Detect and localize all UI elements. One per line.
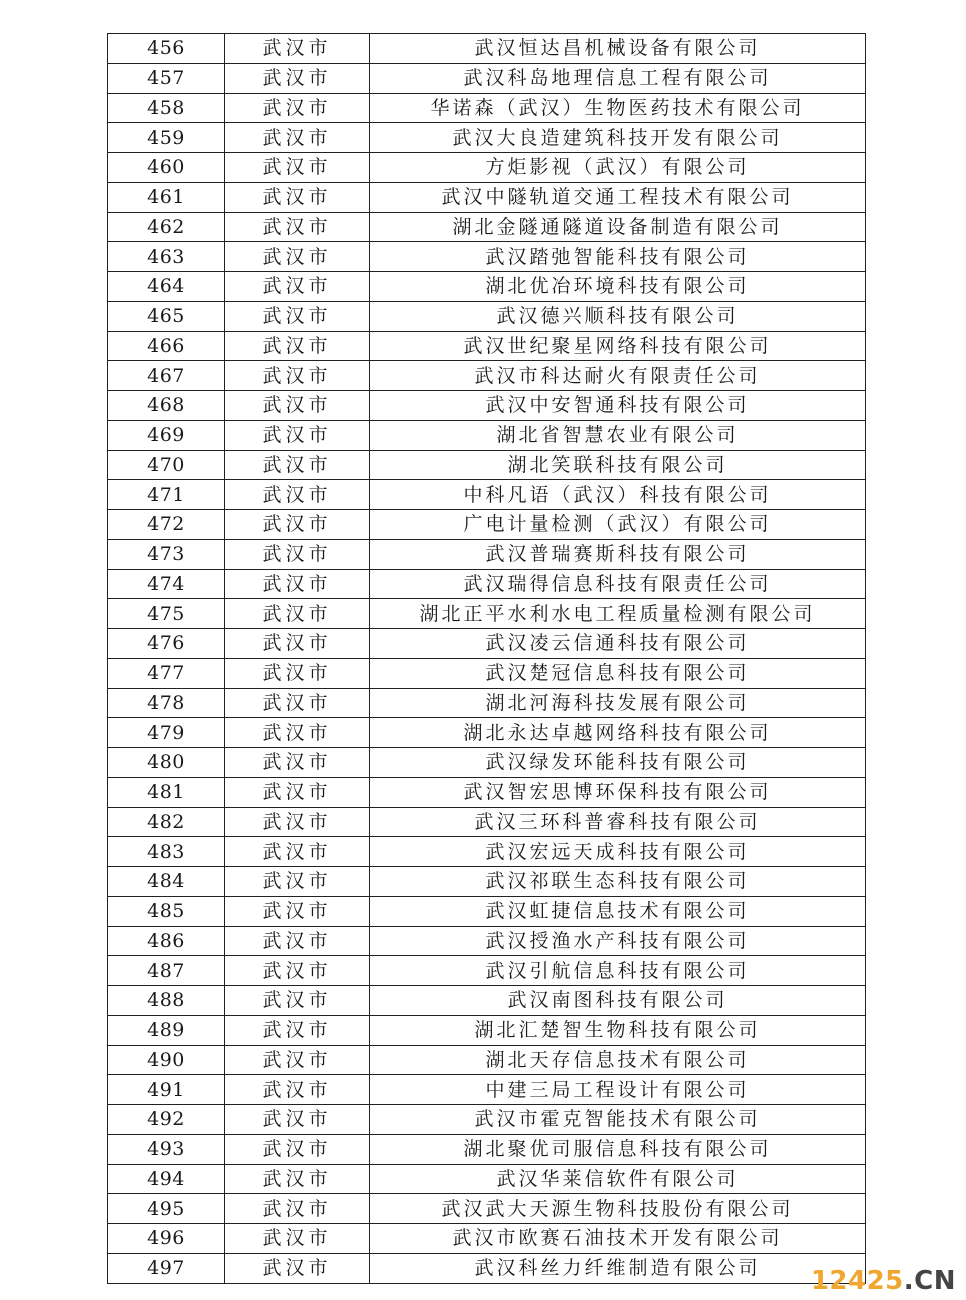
row-city: 武汉市 [225, 510, 370, 540]
row-company-name: 武汉智宏思博环保科技有限公司 [370, 777, 866, 807]
row-number: 483 [108, 837, 225, 867]
table-row [108, 1134, 866, 1164]
row-company-name: 武汉踏弛智能科技有限公司 [370, 242, 866, 272]
row-city: 武汉市 [225, 1015, 370, 1045]
row-company-name: 湖北优冶环境科技有限公司 [370, 272, 866, 302]
row-company-name: 武汉科丝力纤维制造有限公司 [370, 1253, 866, 1283]
table-row [108, 629, 866, 659]
row-company-name: 方炬影视（武汉）有限公司 [370, 153, 866, 183]
table-row [108, 1253, 866, 1283]
row-company-name: 武汉市科达耐火有限责任公司 [370, 361, 866, 391]
table-row [108, 450, 866, 480]
row-number: 495 [108, 1194, 225, 1224]
row-city: 武汉市 [225, 748, 370, 778]
row-company-name: 武汉绿发环能科技有限公司 [370, 748, 866, 778]
row-company-name: 武汉祁联生态科技有限公司 [370, 867, 866, 897]
row-city: 武汉市 [225, 123, 370, 153]
row-company-name: 武汉授渔水产科技有限公司 [370, 926, 866, 956]
row-number: 468 [108, 391, 225, 421]
row-city: 武汉市 [225, 688, 370, 718]
row-city: 武汉市 [225, 1164, 370, 1194]
row-company-name: 湖北省智慧农业有限公司 [370, 420, 866, 450]
row-city: 武汉市 [225, 182, 370, 212]
table-row [108, 1224, 866, 1254]
company-list-table [107, 33, 866, 1284]
table-row [108, 658, 866, 688]
row-city: 武汉市 [225, 93, 370, 123]
row-city: 武汉市 [225, 272, 370, 302]
row-number: 497 [108, 1253, 225, 1283]
table-row [108, 748, 866, 778]
row-city: 武汉市 [225, 896, 370, 926]
row-company-name: 华诺森（武汉）生物医药技术有限公司 [370, 93, 866, 123]
row-city: 武汉市 [225, 420, 370, 450]
watermark-digits: 12425 [810, 1266, 904, 1296]
row-number: 478 [108, 688, 225, 718]
row-number: 480 [108, 748, 225, 778]
row-city: 武汉市 [225, 926, 370, 956]
row-number: 459 [108, 123, 225, 153]
row-number: 477 [108, 658, 225, 688]
row-company-name: 湖北汇楚智生物科技有限公司 [370, 1015, 866, 1045]
row-city: 武汉市 [225, 777, 370, 807]
row-company-name: 湖北正平水利水电工程质量检测有限公司 [370, 599, 866, 629]
row-company-name: 武汉楚冠信息科技有限公司 [370, 658, 866, 688]
row-number: 469 [108, 420, 225, 450]
table-row [108, 837, 866, 867]
row-number: 474 [108, 569, 225, 599]
row-city: 武汉市 [225, 1134, 370, 1164]
row-city: 武汉市 [225, 718, 370, 748]
row-number: 494 [108, 1164, 225, 1194]
row-number: 465 [108, 301, 225, 331]
table-row [108, 867, 866, 897]
row-company-name: 中科凡语（武汉）科技有限公司 [370, 480, 866, 510]
row-company-name: 武汉普瑞赛斯科技有限公司 [370, 539, 866, 569]
table-row [108, 361, 866, 391]
row-company-name: 湖北聚优司服信息科技有限公司 [370, 1134, 866, 1164]
table-row [108, 242, 866, 272]
table-row [108, 956, 866, 986]
row-number: 464 [108, 272, 225, 302]
row-city: 武汉市 [225, 1253, 370, 1283]
table-row [108, 807, 866, 837]
row-company-name: 武汉三环科普睿科技有限公司 [370, 807, 866, 837]
table-row [108, 391, 866, 421]
row-number: 479 [108, 718, 225, 748]
row-number: 491 [108, 1075, 225, 1105]
table-row [108, 1045, 866, 1075]
row-city: 武汉市 [225, 986, 370, 1016]
row-number: 488 [108, 986, 225, 1016]
row-city: 武汉市 [225, 658, 370, 688]
row-city: 武汉市 [225, 242, 370, 272]
table-row [108, 420, 866, 450]
row-number: 475 [108, 599, 225, 629]
row-city: 武汉市 [225, 1194, 370, 1224]
row-number: 466 [108, 331, 225, 361]
row-city: 武汉市 [225, 361, 370, 391]
table-row [108, 1105, 866, 1135]
row-city: 武汉市 [225, 480, 370, 510]
row-company-name: 湖北永达卓越网络科技有限公司 [370, 718, 866, 748]
row-number: 481 [108, 777, 225, 807]
table-row [108, 569, 866, 599]
row-number: 457 [108, 63, 225, 93]
row-number: 460 [108, 153, 225, 183]
row-city: 武汉市 [225, 391, 370, 421]
table-row [108, 539, 866, 569]
row-number: 462 [108, 212, 225, 242]
table-row [108, 34, 866, 64]
table-row [108, 718, 866, 748]
table-row [108, 212, 866, 242]
watermark-tld: .CN [903, 1266, 956, 1296]
table-row [108, 1164, 866, 1194]
table-row [108, 272, 866, 302]
row-company-name: 武汉凌云信通科技有限公司 [370, 629, 866, 659]
row-number: 471 [108, 480, 225, 510]
table-row [108, 1015, 866, 1045]
row-city: 武汉市 [225, 212, 370, 242]
row-city: 武汉市 [225, 450, 370, 480]
table-body [108, 34, 866, 1284]
row-number: 489 [108, 1015, 225, 1045]
table-row [108, 182, 866, 212]
row-company-name: 武汉德兴顺科技有限公司 [370, 301, 866, 331]
row-number: 463 [108, 242, 225, 272]
row-company-name: 武汉南图科技有限公司 [370, 986, 866, 1016]
row-number: 476 [108, 629, 225, 659]
row-company-name: 武汉引航信息科技有限公司 [370, 956, 866, 986]
row-city: 武汉市 [225, 867, 370, 897]
row-number: 485 [108, 896, 225, 926]
table-row [108, 301, 866, 331]
table-row [108, 599, 866, 629]
row-number: 456 [108, 34, 225, 64]
table-row [108, 153, 866, 183]
row-number: 461 [108, 182, 225, 212]
row-number: 493 [108, 1134, 225, 1164]
row-company-name: 中建三局工程设计有限公司 [370, 1075, 866, 1105]
row-number: 470 [108, 450, 225, 480]
row-number: 490 [108, 1045, 225, 1075]
row-city: 武汉市 [225, 837, 370, 867]
row-company-name: 武汉市霍克智能技术有限公司 [370, 1105, 866, 1135]
row-city: 武汉市 [225, 629, 370, 659]
row-number: 473 [108, 539, 225, 569]
table-row [108, 688, 866, 718]
row-city: 武汉市 [225, 63, 370, 93]
table-row [108, 123, 866, 153]
table-row [108, 926, 866, 956]
row-company-name: 武汉瑞得信息科技有限责任公司 [370, 569, 866, 599]
row-city: 武汉市 [225, 301, 370, 331]
table-row [108, 63, 866, 93]
row-city: 武汉市 [225, 34, 370, 64]
row-city: 武汉市 [225, 1224, 370, 1254]
row-company-name: 广电计量检测（武汉）有限公司 [370, 510, 866, 540]
row-company-name: 武汉世纪聚星网络科技有限公司 [370, 331, 866, 361]
table-row [108, 1075, 866, 1105]
row-number: 467 [108, 361, 225, 391]
row-city: 武汉市 [225, 807, 370, 837]
row-city: 武汉市 [225, 599, 370, 629]
row-company-name: 武汉科岛地理信息工程有限公司 [370, 63, 866, 93]
row-city: 武汉市 [225, 153, 370, 183]
row-number: 496 [108, 1224, 225, 1254]
table-row [108, 896, 866, 926]
row-number: 458 [108, 93, 225, 123]
row-company-name: 湖北天存信息技术有限公司 [370, 1045, 866, 1075]
table-row [108, 331, 866, 361]
row-company-name: 武汉虹捷信息技术有限公司 [370, 896, 866, 926]
row-company-name: 武汉市欧赛石油技术开发有限公司 [370, 1224, 866, 1254]
row-city: 武汉市 [225, 331, 370, 361]
row-number: 482 [108, 807, 225, 837]
table-row [108, 986, 866, 1016]
table-row [108, 480, 866, 510]
row-city: 武汉市 [225, 1075, 370, 1105]
table-row [108, 1194, 866, 1224]
row-number: 487 [108, 956, 225, 986]
row-city: 武汉市 [225, 956, 370, 986]
table-row [108, 777, 866, 807]
row-company-name: 武汉中隧轨道交通工程技术有限公司 [370, 182, 866, 212]
row-company-name: 武汉大良造建筑科技开发有限公司 [370, 123, 866, 153]
row-number: 472 [108, 510, 225, 540]
row-company-name: 湖北金隧通隧道设备制造有限公司 [370, 212, 866, 242]
row-number: 484 [108, 867, 225, 897]
row-company-name: 武汉中安智通科技有限公司 [370, 391, 866, 421]
row-city: 武汉市 [225, 569, 370, 599]
row-company-name: 湖北河海科技发展有限公司 [370, 688, 866, 718]
row-company-name: 武汉恒达昌机械设备有限公司 [370, 34, 866, 64]
site-watermark [811, 1268, 956, 1294]
row-company-name: 湖北笑联科技有限公司 [370, 450, 866, 480]
row-number: 492 [108, 1105, 225, 1135]
row-company-name: 武汉宏远天成科技有限公司 [370, 837, 866, 867]
table-row [108, 510, 866, 540]
row-city: 武汉市 [225, 1045, 370, 1075]
row-number: 486 [108, 926, 225, 956]
row-city: 武汉市 [225, 1105, 370, 1135]
table-row [108, 93, 866, 123]
row-company-name: 武汉华莱信软件有限公司 [370, 1164, 866, 1194]
row-company-name: 武汉武大天源生物科技股份有限公司 [370, 1194, 866, 1224]
row-city: 武汉市 [225, 539, 370, 569]
